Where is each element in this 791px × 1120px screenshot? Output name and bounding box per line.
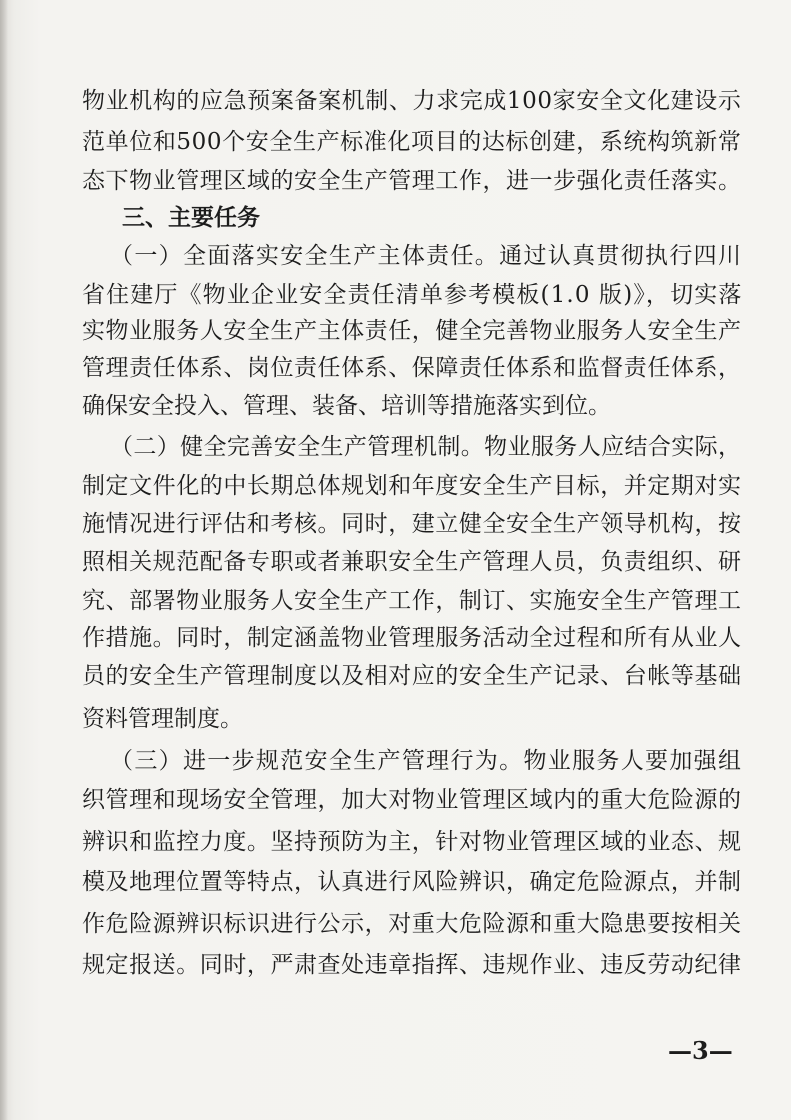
text-line: 物业机构的应急预案备案机制、力求完成100家安全文化建设示 — [82, 88, 742, 114]
text-line: 确保安全投入、管理、装备、培训等措施落实到位。 — [82, 393, 611, 419]
text-line: （一）全面落实安全生产主体责任。通过认真贯彻执行四川 — [110, 243, 743, 269]
text-line: 规定报送。同时，严肃查处违章指挥、违规作业、违反劳动纪律 — [82, 952, 742, 978]
text-line: 究、部署物业服务人安全生产工作，制订、实施安全生产管理工 — [82, 588, 742, 614]
text-line: 施情况进行评估和考核。同时，建立健全安全生产领导机构，按 — [82, 511, 742, 537]
text-line: 照相关规范配备专职或者兼职安全生产管理人员，负责组织、研 — [82, 549, 742, 575]
text-line: 辨识和监控力度。坚持预防为主，针对物业管理区域的业态、规 — [82, 829, 742, 855]
text-line: （二）健全完善安全生产管理机制。物业服务人应结合实际， — [110, 434, 742, 460]
text-line: 作危险源辨识标识进行公示，对重大危险源和重大隐患要按相关 — [82, 911, 742, 937]
text-line: 态下物业管理区域的安全生产管理工作，进一步强化责任落实。 — [82, 168, 742, 194]
page-number: —3— — [668, 1036, 733, 1065]
text-line: （三）进一步规范安全生产管理行为。物业服务人要加强组 — [110, 748, 743, 774]
section-heading: 三、主要任务 — [122, 204, 260, 231]
text-line: 管理责任体系、岗位责任体系、保障责任体系和监督责任体系， — [82, 355, 742, 381]
text-line: 省住建厅《物业企业安全责任清单参考模板(1.0 版)》，切实落 — [82, 282, 743, 308]
text-line: 制定文件化的中长期总体规划和年度安全生产目标，并定期对实 — [82, 473, 742, 499]
text-line: 实物业服务人安全生产主体责任，健全完善物业服务人安全生产 — [82, 318, 742, 344]
text-line: 资料管理制度。 — [82, 706, 243, 732]
text-line: 作措施。同时，制定涵盖物业管理服务活动全过程和所有从业人 — [82, 625, 742, 651]
text-line: 范单位和500个安全生产标准化项目的达标创建，系统构筑新常 — [82, 129, 742, 155]
text-line: 模及地理位置等特点，认真进行风险辨识，确定危险源点，并制 — [82, 869, 742, 895]
text-line: 员的安全生产管理制度以及相对应的安全生产记录、台帐等基础 — [82, 663, 742, 689]
text-line: 织管理和现场安全管理，加大对物业管理区域内的重大危险源的 — [82, 787, 742, 813]
